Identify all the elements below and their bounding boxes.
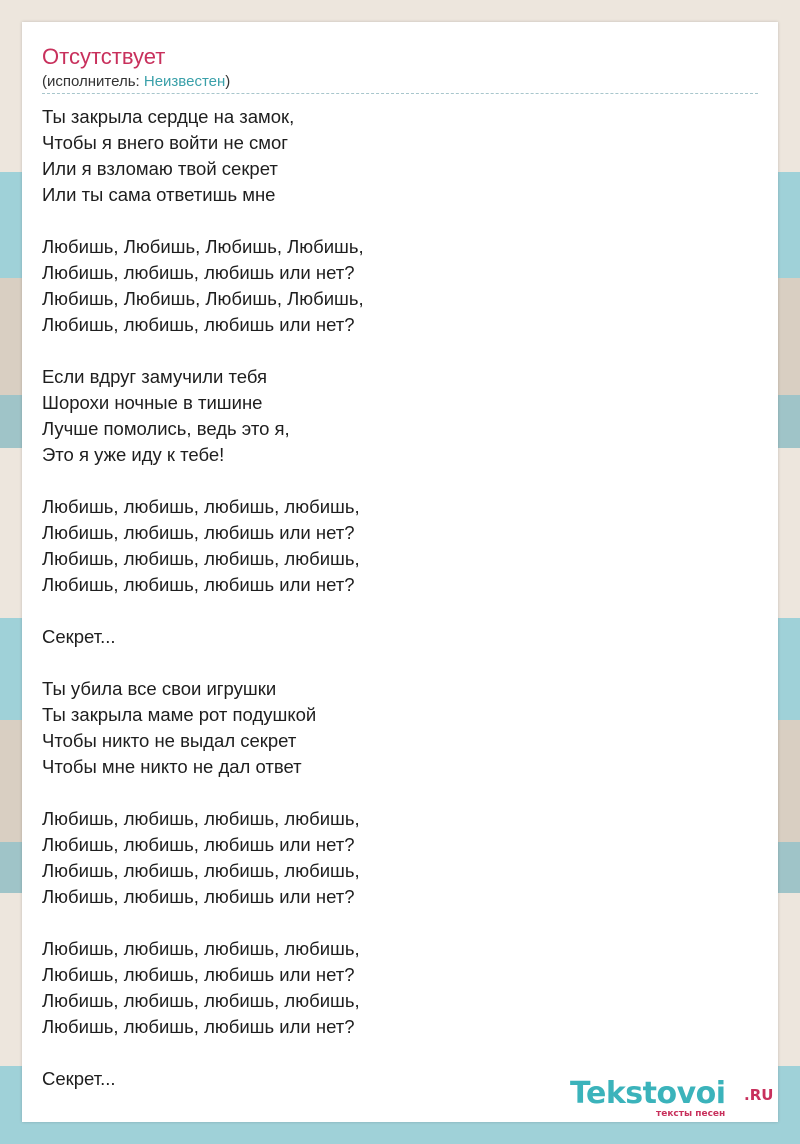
- stanza-gap: [42, 468, 364, 494]
- lyric-line: Любишь, Любишь, Любишь, Любишь,: [42, 288, 364, 309]
- lyric-line: Ты закрыла маме рот подушкой: [42, 704, 317, 725]
- lyrics-card: [22, 22, 778, 1122]
- lyric-line: Любишь, любишь, любишь или нет?: [42, 574, 355, 595]
- lyric-line: Секрет...: [42, 1068, 116, 1089]
- lyric-line: Любишь, любишь, любишь или нет?: [42, 262, 355, 283]
- lyric-line: Любишь, любишь, любишь, любишь,: [42, 548, 360, 569]
- logo-domain: .RU: [744, 1086, 774, 1104]
- lyric-line: Любишь, любишь, любишь или нет?: [42, 834, 355, 855]
- song-title: Отсутствует: [42, 44, 166, 69]
- lyric-line: Любишь, любишь, любишь, любишь,: [42, 496, 360, 517]
- title-divider: [42, 93, 758, 94]
- lyric-line: Чтобы никто не выдал секрет: [42, 730, 297, 751]
- stanza-gap: [42, 910, 364, 936]
- lyric-line: Чтобы мне никто не дал ответ: [42, 756, 302, 777]
- lyric-line: Любишь, любишь, любишь, любишь,: [42, 860, 360, 881]
- lyric-line: Любишь, любишь, любишь, любишь,: [42, 990, 360, 1011]
- lyric-line: Или ты сама ответишь мне: [42, 184, 276, 205]
- stanza-gap: [42, 780, 364, 806]
- lyric-line: Лучше помолись, ведь это я,: [42, 418, 290, 439]
- lyric-line: Любишь, любишь, любишь или нет?: [42, 522, 355, 543]
- logo-name: Tekstovoi: [570, 1076, 726, 1111]
- lyric-line: Любишь, любишь, любишь, любишь,: [42, 938, 360, 959]
- lyric-line: Любишь, любишь, любишь или нет?: [42, 314, 355, 335]
- artist-line: [42, 73, 230, 91]
- lyric-line: Любишь, любишь, любишь, любишь,: [42, 808, 360, 829]
- lyric-line: Если вдруг замучили тебя: [42, 366, 268, 387]
- artist-suffix: ): [225, 73, 231, 90]
- lyric-line: Это я уже иду к тебе!: [42, 444, 225, 465]
- artist-prefix: (исполнитель:: [42, 73, 144, 90]
- lyric-line: Шорохи ночные в тишине: [42, 392, 263, 413]
- stanza-gap: [42, 208, 364, 234]
- lyric-line: Любишь, Любишь, Любишь, Любишь,: [42, 236, 364, 257]
- lyric-line: Любишь, любишь, любишь или нет?: [42, 964, 355, 985]
- lyric-line: Секрет...: [42, 626, 116, 647]
- stanza-gap: [42, 650, 364, 676]
- artist-name[interactable]: Неизвестен: [143, 73, 226, 90]
- site-logo[interactable]: [570, 1076, 774, 1119]
- lyric-line: Или я взломаю твой секрет: [42, 158, 278, 179]
- stanza-gap: [42, 1040, 364, 1066]
- lyric-line: Ты убила все свои игрушки: [42, 678, 277, 699]
- lyric-line: Любишь, любишь, любишь или нет?: [42, 886, 355, 907]
- logo-tagline: тексты песен: [656, 1109, 726, 1119]
- lyric-line: Ты закрыла сердце на замок,: [42, 106, 295, 127]
- lyric-line: Чтобы я внего войти не смог: [42, 132, 289, 153]
- lyric-line: Любишь, любишь, любишь или нет?: [42, 1016, 355, 1037]
- stanza-gap: [42, 598, 364, 624]
- lyrics-text: [42, 104, 364, 1092]
- stanza-gap: [42, 338, 364, 364]
